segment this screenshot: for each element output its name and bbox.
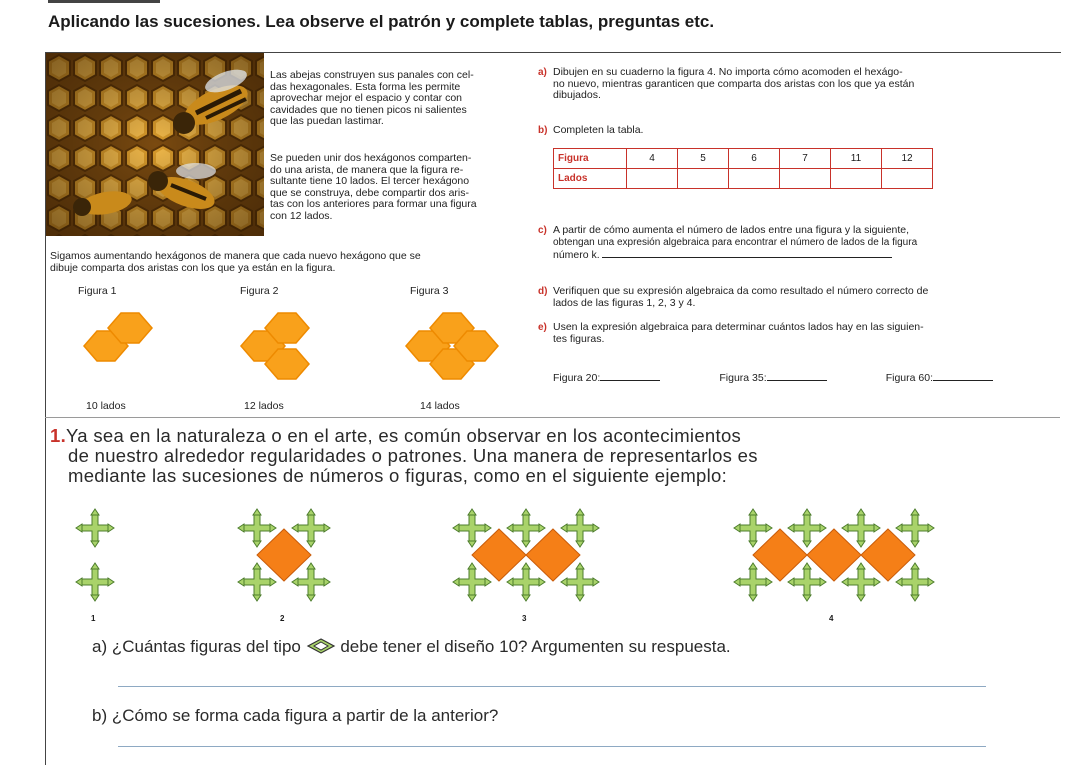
table-cell-sides-input[interactable] [678,169,729,189]
sequence-figure-3 [453,509,599,601]
section-1-question-b: b) ¿Cómo se forma cada figura a partir de la anterior? [92,706,499,725]
sequence-label-3: 3 [522,614,527,623]
bee-photo [46,53,264,236]
table-cell-figure: 12 [882,149,933,169]
answer-line-a[interactable] [118,686,986,687]
sequence-label-1: 1 [91,614,96,623]
top-rule [48,0,160,3]
table-row-figura [554,149,933,169]
section-divider [45,417,1060,418]
table-cell-figure: 11 [831,149,882,169]
figure-2-sides: 12 lados [244,400,284,412]
hexagon-figures [46,298,526,398]
answer-line-b[interactable] [118,746,986,747]
sides-table [553,148,933,189]
question-c: c) A partir de cómo aumenta el número de lados entre una figura y la siguiente, obtengan una expresión algebraica para encontrar el número de lados de la figura número k. [538,224,918,262]
answer-blank-figure-35[interactable] [767,370,827,381]
answer-blank-c[interactable] [602,248,892,258]
answer-blank-figure-20[interactable] [600,370,660,381]
question-a: a) Dibujen en su cuaderno la figura 4. No importa cómo acomoden el hexágo- no nuevo, mientras garanticen que comparta dos aristas con los que ya están dibujados. [538,66,915,102]
question-e-items [553,370,993,385]
figure-3-sides: 14 lados [420,400,460,412]
table-header-figura: Figura [554,149,627,169]
figure-1-hexagons [84,313,152,361]
table-cell-figure: 6 [729,149,780,169]
pattern-sequence [50,500,1050,628]
figure-1-sides: 10 lados [86,400,126,412]
figure-1-label: Figura 1 [78,285,117,297]
table-cell-sides-input[interactable] [831,169,882,189]
figure-35-item: Figura 35: [719,370,826,385]
table-cell-sides-input[interactable] [882,169,933,189]
figure-2-hexagons [241,313,309,379]
table-header-lados: Lados [554,169,627,189]
sequence-figure-2 [238,509,330,601]
figure-3-hexagons [406,313,498,379]
intro-paragraph-1: Las abejas construyen sus panales con cel- das hexagonales. Esta forma les permite aprovechar mejor el espacio y contar con cavidades que no tienen picos ni salientes que las puedan lastimar. [270,69,474,128]
table-cell-sides-input[interactable] [780,169,831,189]
table-cell-figure: 5 [678,149,729,169]
sequence-figure-1 [76,509,114,601]
intro-paragraph-3: Sigamos aumentando hexágonos de manera que cada nuevo hexágono que se dibuje comparta dos aristas con los que ya están en la figura. [50,250,421,274]
sequence-label-4: 4 [829,614,834,623]
table-cell-sides-input[interactable] [627,169,678,189]
question-d: d) Verifiquen que su expresión algebraica da como resultado el número correcto de lados de las figuras 1, 2, 3 y 4. [538,285,929,309]
question-e: e) Usen la expresión algebraica para determinar cuántos lados hay en las siguien- tes figuras. [538,321,924,345]
table-cell-figure: 4 [627,149,678,169]
table-row-lados [554,169,933,189]
figure-60-item: Figura 60: [886,370,993,385]
cross-figure-icon [306,638,336,654]
intro-paragraph-2: Se pueden unir dos hexágonos comparten- do una arista, de manera que la figura re- sultante tiene 10 lados. El tercer hexágono que se construya, debe compartir dos aris- tas con los anteriores para formar una figura con 12 lados. [270,152,477,222]
section-1-question-a: a) ¿Cuántas figuras del tipo debe tener el diseño 10? Argumenten su respuesta. [92,637,731,656]
sequence-figure-4 [734,509,934,601]
figure-20-item: Figura 20: [553,370,660,385]
page-title: Aplicando las sucesiones. Lea observe el patrón y complete tablas, preguntas etc. [48,12,715,31]
section-1-text: 1.Ya sea en la naturaleza o en el arte, es común observar en los acontecimientos de nuestro alrededor regularidades o patrones. Una manera de representarlos es mediante las sucesiones de números o figuras, como en el siguiente ejemplo: [50,425,758,486]
answer-blank-figure-60[interactable] [933,370,993,381]
sequence-label-2: 2 [280,614,285,623]
table-cell-sides-input[interactable] [729,169,780,189]
figure-3-label: Figura 3 [410,285,449,297]
question-b: b) Completen la tabla. [538,124,644,136]
table-cell-figure: 7 [780,149,831,169]
figure-2-label: Figura 2 [240,285,279,297]
